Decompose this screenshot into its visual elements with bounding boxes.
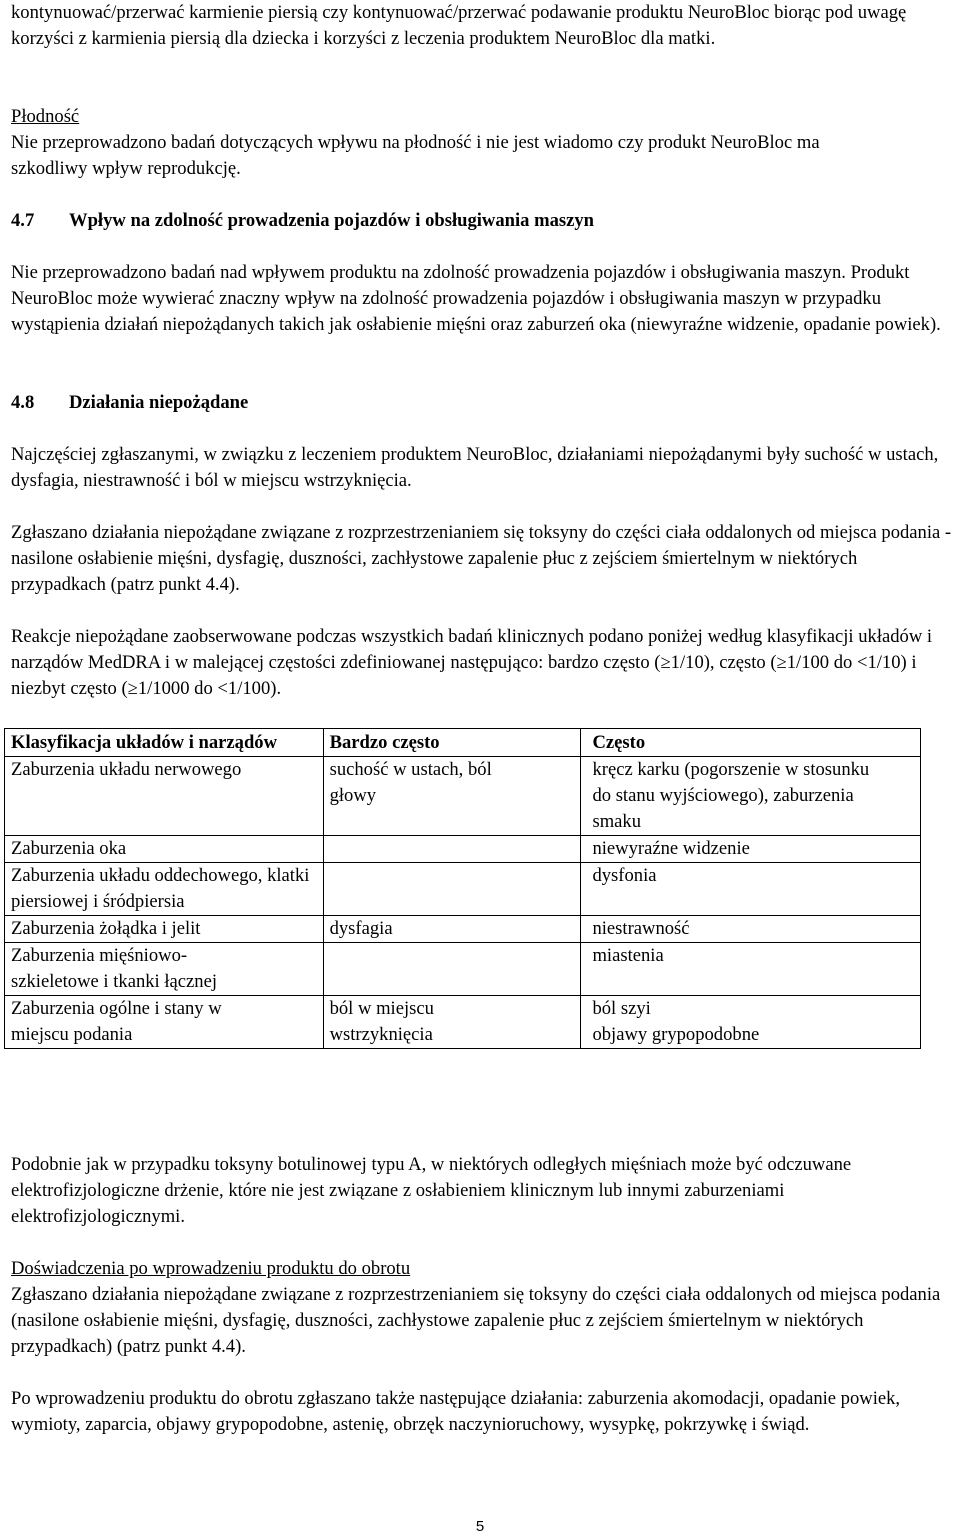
- table-row: [5, 836, 921, 863]
- table-cell-common: dysfonia: [581, 863, 921, 916]
- table-cell-very-common: dysfagia: [323, 916, 581, 943]
- table-row: [5, 916, 921, 943]
- table-cell-organ: Zaburzenia układu nerwowego: [5, 757, 324, 836]
- electrophysiology-paragraph: Podobnie jak w przypadku toksyny botulinowej typu A, w niektórych odległych mięśniach może być odczuwane elektrofizjologiczne drżenie, które nie jest związane z osłabieniem klinicznym lub innymi zaburzeniami elektrofizjologicznymi.: [11, 1154, 852, 1227]
- fertility-heading: Płodność: [11, 106, 80, 127]
- table-cell-organ: Zaburzenia ogólne i stany w miejscu podania: [5, 996, 324, 1049]
- table-row: [5, 996, 921, 1049]
- section-4-7-title: Wpływ na zdolność prowadzenia pojazdów i obsługiwania maszyn: [69, 210, 595, 231]
- page-number: 5: [475, 1518, 485, 1535]
- table-cell-common: kręcz karku (pogorszenie w stosunku do stanu wyjściowego), zaburzenia smaku: [581, 757, 921, 836]
- header-organ-class: Klasyfikacja układów i narządów: [5, 729, 324, 757]
- section-4-8-paragraph-1: Najczęściej zgłaszanymi, w związku z leczeniem produktem NeuroBloc, działaniami niepożądanymi były suchość w ustach, dysfagia, niestrawność i ból w miejscu wstrzyknięcia.: [11, 444, 939, 491]
- header-common: Często: [581, 729, 921, 757]
- section-4-7-number: 4.7: [11, 210, 35, 231]
- post-marketing-heading: Doświadczenia po wprowadzeniu produktu do obrotu: [11, 1258, 411, 1279]
- section-4-7-heading: [11, 208, 594, 234]
- table-cell-common: niestrawność: [581, 916, 921, 943]
- table-cell-common: niewyraźne widzenie: [581, 836, 921, 863]
- section-4-8-paragraph-2: Zgłaszano działania niepożądane związane z rozprzestrzenianiem się toksyny do części ciała oddalonych od miejsca podania - nasilone osłabienie mięśni, dysfagię, duszności, zachłystowe zapalenie płuc z zejściem śmiertelnym w niektórych przypadkach (patrz punkt 4.4).: [11, 522, 952, 595]
- post-marketing-paragraph-1: Zgłaszano działania niepożądane związane z rozprzestrzenianiem się toksyny do części ciała oddalonych od miejsca podania (nasilone osłabienie mięśni, dysfagię, duszności, zachłystowe zapalenie płuc z zejściem śmiertelnym w niektórych przypadkach) (patrz punkt 4.4).: [11, 1284, 941, 1357]
- table-cell-organ: Zaburzenia układu oddechowego, klatki piersiowej i śródpiersia: [5, 863, 324, 916]
- table-row: [5, 863, 921, 916]
- table-cell-organ: Zaburzenia żołądka i jelit: [5, 916, 324, 943]
- section-4-8-title: Działania niepożądane: [69, 392, 249, 413]
- table-cell-common: ból szyi objawy grypopodobne: [581, 996, 921, 1049]
- table-cell-very-common: [323, 863, 581, 916]
- table-cell-common: miastenia: [581, 943, 921, 996]
- header-very-common: Bardzo często: [323, 729, 581, 757]
- section-4-8-paragraph-3: Reakcje niepożądane zaobserwowane podczas wszystkich badań klinicznych podano poniżej według klasyfikacji układów i narządów MedDRA i w malejącej częstości zdefiniowanej następująco: bardzo często (≥1/10), często (≥1/100 do <1/10) i niezbyt często (≥1/1000 do <1/100).: [11, 626, 933, 699]
- section-4-8-heading: [11, 390, 248, 416]
- table-cell-very-common: ból w miejscu wstrzyknięcia: [323, 996, 581, 1049]
- table-header-row: [5, 729, 921, 757]
- adverse-reactions-table: [4, 728, 921, 1049]
- table-cell-organ: Zaburzenia oka: [5, 836, 324, 863]
- table-row: [5, 757, 921, 836]
- fertility-paragraph: Nie przeprowadzono badań dotyczących wpływu na płodność i nie jest wiadomo czy produkt NeuroBloc ma szkodliwy wpływ reprodukcję.: [11, 132, 820, 179]
- table-row: [5, 943, 921, 996]
- table-cell-organ: Zaburzenia mięśniowo-szkieletowe i tkanki łącznej: [5, 943, 324, 996]
- intro-paragraph: kontynuować/przerwać karmienie piersią czy kontynuować/przerwać podawanie produktu NeuroBloc biorąc pod uwagę korzyści z karmienia piersią dla dziecka i korzyści z leczenia produktem NeuroBloc dla matki.: [11, 2, 907, 49]
- table-cell-very-common: suchość w ustach, ból głowy: [323, 757, 581, 836]
- post-marketing-paragraph-2: Po wprowadzeniu produktu do obrotu zgłaszano także następujące działania: zaburzenia akomodacji, opadanie powiek, wymioty, zaparcia, objawy grypopodobne, astenię, obrzęk naczynioruchowy, wysypkę, pokrzywkę i świąd.: [11, 1388, 901, 1435]
- table-cell-very-common: [323, 836, 581, 863]
- table-cell-very-common: [323, 943, 581, 996]
- section-4-7-paragraph: Nie przeprowadzono badań nad wpływem produktu na zdolność prowadzenia pojazdów i obsługiwania maszyn. Produkt NeuroBloc może wywierać znaczny wpływ na zdolność prowadzenia pojazdów i obsługiwania maszyn w przypadku wystąpienia działań niepożądanych takich jak osłabienie mięśni oraz zaburzeń oka (niewyraźne widzenie, opadanie powiek).: [11, 262, 941, 335]
- section-4-8-number: 4.8: [11, 392, 35, 413]
